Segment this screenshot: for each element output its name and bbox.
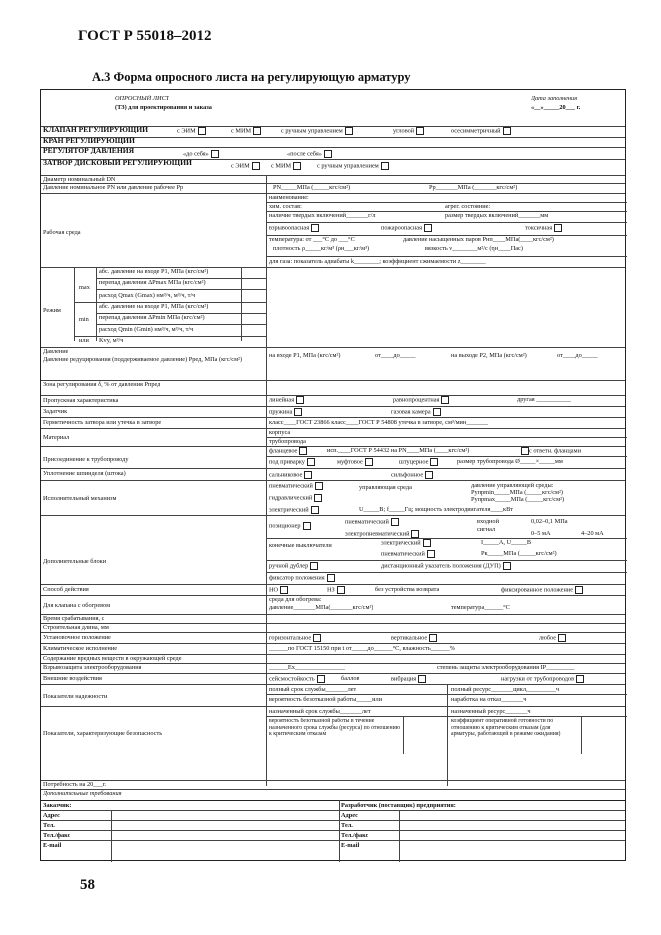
flange-note[interactable]: исп.____ГОСТ Р 54432 на PN____МПа (____кгс/см²) [327, 447, 470, 454]
seal-gland[interactable]: сальниковое [269, 471, 312, 479]
checkbox-icon[interactable] [324, 150, 332, 158]
zone-label: Зона регулирования δ, % от давления Pпред [43, 381, 161, 388]
pipe-size[interactable]: размер трубопровода Ø_____×_____мм [457, 458, 563, 465]
flow-max: расход Qmax (Gmax) нм³/ч, м³/ч, т/ч [99, 292, 196, 299]
opt-axial[interactable]: осесимметричный [451, 127, 511, 135]
pk-field[interactable]: Pк_____МПа (_____кгс/см²) [481, 550, 557, 557]
checkbox-icon[interactable] [423, 539, 431, 547]
opt-manual2[interactable]: с ручным управлением [317, 162, 389, 170]
inlet-label: на входе P1, МПа (кгс/см²) [269, 352, 341, 359]
aggr-field[interactable]: агрег. состояние: [445, 203, 491, 210]
pressure-label: Давление [43, 348, 69, 355]
action-label: Способ действия [43, 586, 89, 593]
harmful-label: Содержание вредных веществ в окружающей среде [43, 655, 182, 662]
opt-manual[interactable]: с ручным управлением [281, 127, 353, 135]
checkbox-icon[interactable] [294, 408, 302, 416]
control-pmin[interactable]: Pупрmin_____МПа (_____кгс/см²) [471, 489, 564, 496]
mpa-value[interactable]: 0,02–0,1 МПа [531, 518, 568, 525]
tight-label: Герметичность затвора или утечка в затворе [43, 419, 162, 426]
positioner-opt[interactable]: позиционер [269, 522, 311, 530]
checkbox-icon[interactable] [296, 396, 304, 404]
checkbox-icon[interactable] [365, 458, 373, 466]
or-label: или [79, 337, 89, 344]
checkbox-icon[interactable] [429, 634, 437, 642]
pneum3-opt[interactable]: пневматический [381, 550, 435, 558]
mode-label: Режим [43, 307, 61, 314]
opt-before[interactable]: «до себя» [183, 150, 219, 158]
ext-vibration[interactable]: вибрация [391, 675, 426, 683]
page-number: 58 [80, 877, 95, 893]
seal-bellows[interactable]: сильфонное [391, 471, 433, 479]
checkbox-icon[interactable] [345, 127, 353, 135]
act-pneum[interactable]: пневматический [269, 482, 323, 490]
act-hydr[interactable]: гидравлический [269, 494, 322, 502]
checkbox-icon[interactable] [418, 675, 426, 683]
customer-email: E-mail [43, 842, 62, 849]
control-pmax[interactable]: Pупрmax_____МПа (_____кгс/см²) [471, 496, 565, 503]
checkbox-icon[interactable] [427, 550, 435, 558]
setter-gas[interactable]: газовая камера [391, 408, 441, 416]
length-label: Строительная длина, мм [43, 624, 109, 631]
elec2-opt[interactable]: электрический [381, 539, 431, 547]
fire-opt[interactable]: пожароопасная [381, 224, 432, 232]
fixator-opt[interactable]: фиксатор положения [269, 574, 335, 582]
type-valve: КЛАПАН РЕГУЛИРУЮЩИЙ [43, 126, 149, 134]
checkbox-icon[interactable] [425, 471, 433, 479]
coef-note: коэффициент оперативной готовности по отношению к критическим отказам (для арматуры, работающей в режиме ожидания) [451, 718, 561, 738]
act-elec[interactable]: электрический [269, 506, 319, 514]
install-h[interactable]: горизонтальное [269, 634, 321, 642]
checkbox-icon[interactable] [252, 162, 260, 170]
material-label: Материал [43, 434, 70, 441]
customer-address: Адрес [43, 812, 60, 819]
checkbox-icon[interactable] [558, 634, 566, 642]
safety-label: Показатели, характеризующие безопасность [43, 730, 163, 737]
checkbox-icon[interactable] [313, 634, 321, 642]
control-press: давление управляющей среды: [471, 482, 554, 489]
heat-env[interactable]: среда для обогрева: [269, 596, 322, 603]
dp-min: перепад давления ΔPmin МПа (кгс/см²) [99, 314, 205, 321]
type-tap: КРАН РЕГУЛИРУЮЩИЙ [43, 137, 135, 145]
install-v[interactable]: вертикальное [391, 634, 437, 642]
customer-fax: Тел./факс [43, 832, 71, 839]
opt-after[interactable]: «после себя» [287, 150, 332, 158]
ma1-value[interactable]: 0–5 мА [531, 530, 551, 537]
pressure-sub: Давление редуцирования (поддерживаемое давление) Pред, МПа (кгс/см²) [43, 356, 243, 363]
outlet-label: на выходе P2, МПа (кгс/см²) [451, 352, 527, 359]
type-butterfly: ЗАТВОР ДИСКОВЫЙ РЕГУЛИРУЮЩИЙ [43, 159, 192, 167]
questionnaire-form [40, 89, 626, 861]
prob-note: вероятность безотказной работы в течение назначенного срока службы (ресурса) по отношению к критическим отказам [269, 718, 401, 738]
p1-max: абс. давление на входе P1, МПа (кгс/см²) [99, 268, 209, 275]
actuator-label: Исполнительный механизм [43, 495, 117, 502]
opt-mim2[interactable]: с МИМ [271, 162, 301, 170]
developer-phone: Тел. [341, 822, 353, 829]
dp-max: перепад давления ΔPmax МПа (кгс/см²) [99, 279, 206, 286]
medium-name[interactable]: наименование: [269, 194, 309, 201]
checkbox-icon[interactable] [337, 586, 345, 594]
ext-seismic[interactable]: сейсмостойкость [269, 675, 325, 683]
checkbox-icon[interactable] [198, 127, 206, 135]
max-label: max [79, 284, 90, 291]
heat-press[interactable]: давление_______МПа(_______кгс/см²) [269, 604, 374, 611]
checkbox-icon[interactable] [416, 127, 424, 135]
material-pipe[interactable]: трубопровода [269, 438, 306, 445]
customer-phone: Тел. [43, 822, 55, 829]
char-label: Пропускная характеристика [43, 397, 119, 404]
checkbox-icon[interactable] [317, 675, 325, 683]
explosion-label: Взрывозащита электрооборудования [43, 664, 142, 671]
checkbox-icon[interactable] [299, 447, 307, 455]
char-other[interactable]: другая ___________ [517, 396, 571, 403]
limit-label: конечные выключатели [269, 542, 332, 549]
char-linear[interactable]: линейная [269, 396, 304, 404]
mtbf-field[interactable]: наработка на отказ_______ч [451, 696, 527, 703]
solids-size[interactable]: размер твердых включений_______мм [445, 212, 549, 219]
gas-field[interactable]: для газа: показатель адиабаты k________; коэффициент сжимаемости z________ [269, 258, 486, 265]
customer-label: Заказчик: [43, 802, 72, 809]
setter-spring[interactable]: пружина [269, 408, 302, 416]
checkbox-icon[interactable] [575, 586, 583, 594]
ex-field[interactable]: ______Ex________________ [269, 664, 346, 671]
connect-label: Присоединение к трубопроводу [43, 456, 129, 463]
setter-label: Задатчик [43, 408, 68, 415]
voltage-field[interactable]: U_____В; f_____Гц; мощность электродвигателя____кВт [359, 506, 514, 513]
checkbox-icon[interactable] [314, 494, 322, 502]
tight-opts[interactable]: класс____ГОСТ 23866 класс____ГОСТ Р 54808 утечка в затворе, см³/мин_______ [269, 419, 489, 426]
dn-label: Диаметр номинальный DN [43, 176, 116, 183]
checkbox-icon[interactable] [424, 224, 432, 232]
checkbox-icon[interactable] [391, 518, 399, 526]
density-field[interactable]: плотность ρ_____кг/м³ (ρн___кг/м³) [273, 245, 370, 252]
checkbox-icon[interactable] [253, 127, 261, 135]
checkbox-icon[interactable] [311, 506, 319, 514]
viscosity-field[interactable]: вязкость ν________м²/с (ηн____Пас) [425, 245, 523, 252]
signal-label: сигнал [477, 526, 496, 533]
checkbox-icon[interactable] [430, 458, 438, 466]
temp-field[interactable]: температура: от ___°С до ___°С [269, 236, 355, 243]
chem-field[interactable]: хим. состав: [269, 203, 302, 210]
checkbox-icon[interactable] [311, 224, 319, 232]
type-regulator: РЕГУЛЯТОР ДАВЛЕНИЯ [43, 147, 135, 155]
checkbox-icon[interactable] [503, 127, 511, 135]
outlet-range[interactable]: от____до_____ [557, 352, 598, 359]
ma2-value[interactable]: 4–20 мА [581, 530, 604, 537]
checkbox-icon[interactable] [381, 162, 389, 170]
material-body[interactable]: корпуса [269, 429, 291, 436]
checkbox-icon[interactable] [303, 522, 311, 530]
developer-address: Адрес [341, 812, 358, 819]
heated-label: Для клапана с обогревом [43, 602, 111, 609]
tz-label: (ТЗ) для проектирования и заказа [115, 104, 212, 111]
date-label: Дата заполнения [531, 95, 578, 102]
questionnaire-label: ОПРОСНЫЙ ЛИСТ [115, 95, 170, 102]
assigned-res[interactable]: назначенный ресурс_______ч [451, 708, 531, 715]
opt-mim[interactable]: с МИМ [231, 127, 261, 135]
extra-req-label: Дополнительные требования [43, 790, 122, 797]
assigned-life[interactable]: назначенный срок службы_______лет [269, 708, 371, 715]
pin-opt[interactable]: штуцерное [399, 458, 438, 466]
checkbox-icon[interactable] [310, 562, 318, 570]
seal-label: Уплотнение шпинделя (штока) [43, 470, 126, 477]
p1-min: абс. давление на входе P1, МПа (кгс/см²) [99, 303, 209, 310]
action-nz[interactable]: НЗ [327, 586, 345, 594]
ext-points[interactable]: баллов [341, 675, 360, 682]
solids-field[interactable]: наличие твердых включений_______г/л [269, 212, 376, 219]
checkbox-icon[interactable] [554, 224, 562, 232]
pp-value[interactable]: Pp_______МПа (_______кгс/см²) [429, 184, 518, 191]
medium-label: Рабочая среда [43, 229, 81, 236]
inlet-range[interactable]: от____до_____ [375, 352, 416, 359]
control-env[interactable]: управляющая среда [359, 484, 412, 491]
resp-label: Время срабатывания, с [43, 615, 105, 622]
vapor-field[interactable]: давление насыщенных паров Pнп____МПа(____кгс/см²) [403, 236, 554, 243]
standard-header: ГОСТ Р 55018–2012 [78, 28, 212, 44]
service-field[interactable]: полный срок службы_______лет [269, 686, 357, 693]
opt-eim2[interactable]: с ЭИМ [231, 162, 260, 170]
install-any[interactable]: любое [539, 634, 566, 642]
pn-label: Давление номинальное PN или давление рабочее Pр [43, 184, 184, 191]
section-title: А.3 Форма опросного листа на регулирующую арматуру [92, 70, 411, 84]
developer-label: Разработчик (поставщик) предприятия: [341, 802, 456, 809]
install-label: Установочное положение [43, 634, 111, 641]
ext-loads[interactable]: нагрузки от трубопроводов [501, 675, 584, 683]
checkbox-icon[interactable] [576, 675, 584, 683]
need-label: Потребность на 20___г. [43, 781, 107, 788]
input-label: входной [477, 518, 499, 525]
manual-opt[interactable]: ручной дублер [269, 562, 318, 570]
checkbox-icon[interactable] [307, 458, 315, 466]
flange-opt[interactable]: фланцевое [269, 447, 307, 455]
developer-email: E-mail [341, 842, 360, 849]
electropn-opt[interactable]: электропневматический [345, 530, 419, 538]
kv-label: Kvy, м³/ч [99, 337, 124, 344]
explosive-opt[interactable]: взрывоопасная [269, 224, 319, 232]
flow-min: расход Qmin (Gmin) нм³/ч, м³/ч, т/ч [99, 326, 194, 333]
toxic-opt[interactable]: токсичная [525, 224, 562, 232]
action-no[interactable]: НО [269, 586, 288, 594]
checkbox-icon[interactable] [211, 150, 219, 158]
checkbox-icon[interactable] [521, 447, 529, 455]
counter-opt[interactable]: с ответн. фланцами [519, 447, 581, 455]
action-fixed[interactable]: фиксированное положение [501, 586, 583, 594]
pneum2-opt[interactable]: пневматический [345, 518, 399, 526]
prob-field[interactable]: вероятность безотказной работы_____или [269, 696, 383, 703]
char-equal[interactable]: равнопроцентная [393, 396, 449, 404]
ip-field[interactable]: степень защиты электрооборудования IP_________ [437, 664, 575, 671]
checkbox-icon[interactable] [315, 482, 323, 490]
checkbox-icon[interactable] [327, 574, 335, 582]
climate-value[interactable]: ______по ГОСТ 15150 при t от_____до______°С, влажность______% [269, 645, 455, 652]
heat-temp[interactable]: температура______°С [451, 604, 510, 611]
checkbox-icon[interactable] [441, 396, 449, 404]
ia-field[interactable]: I_____А, U_____В [481, 539, 532, 546]
remote-opt[interactable]: дистанционный указатель положения (ДУП) [381, 562, 511, 570]
checkbox-icon[interactable] [293, 162, 301, 170]
weld-opt[interactable]: под приварку [269, 458, 315, 466]
checkbox-icon[interactable] [411, 530, 419, 538]
coupling-opt[interactable]: муфтовое [337, 458, 373, 466]
checkbox-icon[interactable] [433, 408, 441, 416]
reliab-label: Показатели надежности [43, 693, 108, 700]
checkbox-icon[interactable] [304, 471, 312, 479]
checkbox-icon[interactable] [503, 562, 511, 570]
ext-label: Внешние воздействия [43, 675, 102, 682]
opt-eim[interactable]: с ЭИМ [177, 127, 206, 135]
climate-label: Климатическое исполнение [43, 645, 118, 652]
opt-angle[interactable]: угловой [393, 127, 424, 135]
action-free[interactable]: без устройства возврата [375, 586, 440, 593]
extra-label: Дополнительные блоки [43, 558, 107, 565]
date-value[interactable]: «__»_____20___ г. [531, 104, 581, 111]
resource-field[interactable]: полный ресурс_______цикл,_________ч [451, 686, 560, 693]
pn-value[interactable]: PN_____МПа (_____кгс/см²) [273, 184, 351, 191]
min-label: min [79, 316, 89, 323]
checkbox-icon[interactable] [280, 586, 288, 594]
developer-fax: Тел./факс [341, 832, 369, 839]
